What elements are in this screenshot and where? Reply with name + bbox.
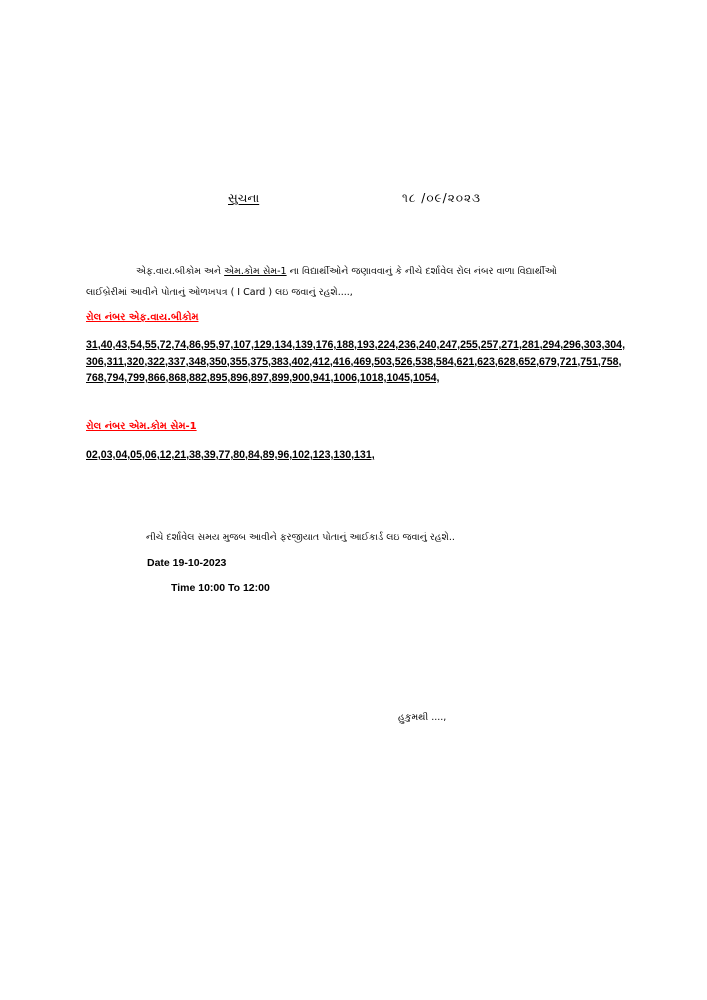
section-heading-fybcom: રોલ નંબર એફ.વાય.બીકોમ xyxy=(86,312,199,323)
notice-title: સુચના xyxy=(228,191,260,205)
schedule-time: Time 10:00 To 12:00 xyxy=(171,582,270,594)
schedule-date: Date 19-10-2023 xyxy=(147,557,227,569)
intro-prefix: એફ.વાય.બીકોમ અને xyxy=(136,266,225,277)
notice-date: ૧૮ /૦૯/૨૦૨૩ xyxy=(402,191,482,205)
section-heading-mcom: રોલ નંબર એમ.કોમ સેમ-1 xyxy=(86,421,197,432)
intro-suffix: ના વિદ્યાર્થીઓને જણાવવાનું કે નીચે દર્શાવેલ રોલ નંબર વાળા વિદ્યાર્થીઓ xyxy=(286,266,557,277)
intro-line-1 xyxy=(136,266,557,277)
roll-numbers-mcom: 02,03,04,05,06,12,21,38,39,77,80,84,89,96,102,123,130,131, xyxy=(86,449,375,461)
roll-numbers-fybcom: 31,40,43,54,55,72,74,86,95,97,107,129,134,139,176,188,193,224,236,240,247,255,257,271,281,294,296,303,304,306,311,320,322,337,348,350,355,375,383,402,412,416,469,503,526,538,584,621,623,628,652,679,721,751,758,768,794,799,866,868,882,895,896,897,899,900,941,1006,1018,1045,1054, xyxy=(86,339,626,384)
schedule-notice: નીચે દર્શાવેલ સમય મુજબ આવીને ફરજીયાત પોતાનું આઈકાર્ડ લઇ જવાનું રહશે.. xyxy=(146,532,455,543)
intro-line-2: લાઈબ્રેરીમાં આવીને પોતાનું ઓળખપત્ર ( I Card ) લઇ જવાનું રહશે...., xyxy=(86,287,353,298)
intro-course: એમ.કોમ સેમ-1 xyxy=(224,266,287,277)
signoff: હુકુમથી ...., xyxy=(398,712,447,723)
